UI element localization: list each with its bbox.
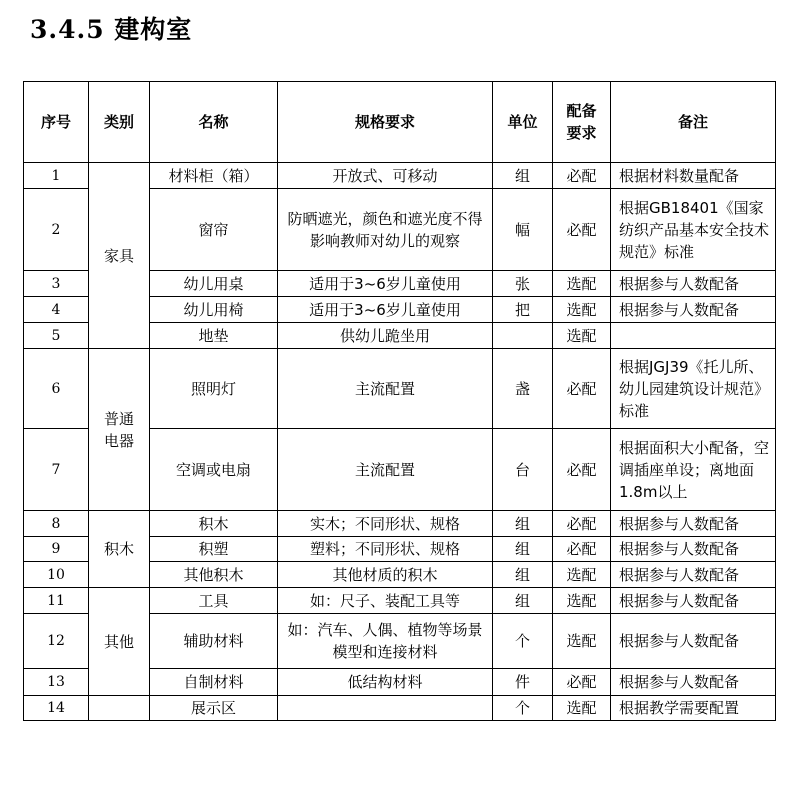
cell-note: 根据参与人数配备: [611, 537, 776, 562]
cell-unit: 个: [493, 614, 553, 669]
cell-name: 材料柜（箱）: [150, 163, 278, 189]
cell-note: 根据JGJ39《托儿所、幼儿园建筑设计规范》标准: [611, 349, 776, 429]
cell-unit: 组: [493, 588, 553, 614]
cell-note: 根据参与人数配备: [611, 271, 776, 297]
cell-unit: 组: [493, 562, 553, 588]
cell-unit: 组: [493, 163, 553, 189]
cell-name: 地垫: [150, 323, 278, 349]
header-config: 配备要求: [553, 82, 611, 163]
cell-unit: 幅: [493, 189, 553, 271]
cell-spec: 低结构材料: [278, 669, 493, 696]
cell-name: 幼儿用椅: [150, 297, 278, 323]
cell-no: 4: [24, 297, 89, 323]
cell-config: 必配: [553, 669, 611, 696]
cell-spec: 其他材质的积木: [278, 562, 493, 588]
category-cell: 普通电器: [89, 349, 150, 511]
cell-note: [611, 323, 776, 349]
table-row: [24, 696, 776, 721]
cell-unit: 组: [493, 537, 553, 562]
cell-config: 选配: [553, 696, 611, 721]
cell-no: 9: [24, 537, 89, 562]
cell-name: 展示区: [150, 696, 278, 721]
cell-spec: 供幼儿跪坐用: [278, 323, 493, 349]
header-spec: 规格要求: [278, 82, 493, 163]
header-name: 名称: [150, 82, 278, 163]
table-row: [24, 163, 776, 189]
cell-no: 6: [24, 349, 89, 429]
cell-config: 选配: [553, 588, 611, 614]
category-cell: 家具: [89, 163, 150, 349]
cell-no: 2: [24, 189, 89, 271]
cell-config: 选配: [553, 323, 611, 349]
header-note: 备注: [611, 82, 776, 163]
cell-config: 必配: [553, 349, 611, 429]
cell-name: 辅助材料: [150, 614, 278, 669]
cell-unit: 组: [493, 511, 553, 537]
cell-note: 根据参与人数配备: [611, 614, 776, 669]
category-cell: 其他: [89, 588, 150, 696]
cell-no: 7: [24, 429, 89, 511]
cell-no: 11: [24, 588, 89, 614]
cell-name: 其他积木: [150, 562, 278, 588]
cell-name: 窗帘: [150, 189, 278, 271]
table-row: [24, 511, 776, 537]
cell-config: 选配: [553, 297, 611, 323]
cell-name: 自制材料: [150, 669, 278, 696]
cell-no: 13: [24, 669, 89, 696]
cell-name: 照明灯: [150, 349, 278, 429]
cell-name: 空调或电扇: [150, 429, 278, 511]
header-category: 类别: [89, 82, 150, 163]
cell-spec: 开放式、可移动: [278, 163, 493, 189]
cell-unit: 张: [493, 271, 553, 297]
cell-spec: 实木；不同形状、规格: [278, 511, 493, 537]
cell-spec: 塑料；不同形状、规格: [278, 537, 493, 562]
cell-no: 10: [24, 562, 89, 588]
cell-no: 1: [24, 163, 89, 189]
equipment-table: [23, 81, 776, 721]
cell-spec: 如：汽车、人偶、植物等场景模型和连接材料: [278, 614, 493, 669]
cell-config: 选配: [553, 271, 611, 297]
cell-config: 必配: [553, 429, 611, 511]
cell-config: 选配: [553, 614, 611, 669]
cell-note: 根据面积大小配备，空调插座单设；离地面1.8m以上: [611, 429, 776, 511]
cell-spec: 防晒遮光，颜色和遮光度不得影响教师对幼儿的观察: [278, 189, 493, 271]
cell-spec: 如：尺子、装配工具等: [278, 588, 493, 614]
cell-unit: 件: [493, 669, 553, 696]
table-row: [24, 349, 776, 429]
cell-note: 根据参与人数配备: [611, 588, 776, 614]
cell-no: 8: [24, 511, 89, 537]
cell-note: 根据参与人数配备: [611, 562, 776, 588]
cell-note: 根据参与人数配备: [611, 669, 776, 696]
cell-note: 根据参与人数配备: [611, 511, 776, 537]
cell-unit: 把: [493, 297, 553, 323]
cell-no: 14: [24, 696, 89, 721]
cell-config: 必配: [553, 511, 611, 537]
cell-no: 12: [24, 614, 89, 669]
cell-config: 必配: [553, 537, 611, 562]
cell-no: 3: [24, 271, 89, 297]
cell-note: 根据GB18401《国家纺织产品基本安全技术规范》标准: [611, 189, 776, 271]
header-unit: 单位: [493, 82, 553, 163]
cell-config: 选配: [553, 562, 611, 588]
cell-no: 5: [24, 323, 89, 349]
category-cell-empty: [89, 696, 150, 721]
table-row: [24, 588, 776, 614]
cell-config: 必配: [553, 189, 611, 271]
table-header-row: [24, 82, 776, 163]
cell-note: 根据材料数量配备: [611, 163, 776, 189]
cell-spec: 适用于3~6岁儿童使用: [278, 297, 493, 323]
section-heading: 3.4.5 建构室: [30, 15, 193, 44]
header-no: 序号: [24, 82, 89, 163]
cell-name: 幼儿用桌: [150, 271, 278, 297]
cell-name: 工具: [150, 588, 278, 614]
cell-unit: 盏: [493, 349, 553, 429]
cell-spec: 适用于3~6岁儿童使用: [278, 271, 493, 297]
cell-unit: [493, 323, 553, 349]
cell-config: 必配: [553, 163, 611, 189]
cell-unit: 个: [493, 696, 553, 721]
cell-spec: 主流配置: [278, 429, 493, 511]
cell-name: 积木: [150, 511, 278, 537]
cell-name: 积塑: [150, 537, 278, 562]
cell-note: 根据教学需要配置: [611, 696, 776, 721]
cell-unit: 台: [493, 429, 553, 511]
category-cell: 积木: [89, 511, 150, 588]
cell-spec: 主流配置: [278, 349, 493, 429]
cell-note: 根据参与人数配备: [611, 297, 776, 323]
cell-spec: [278, 696, 493, 721]
